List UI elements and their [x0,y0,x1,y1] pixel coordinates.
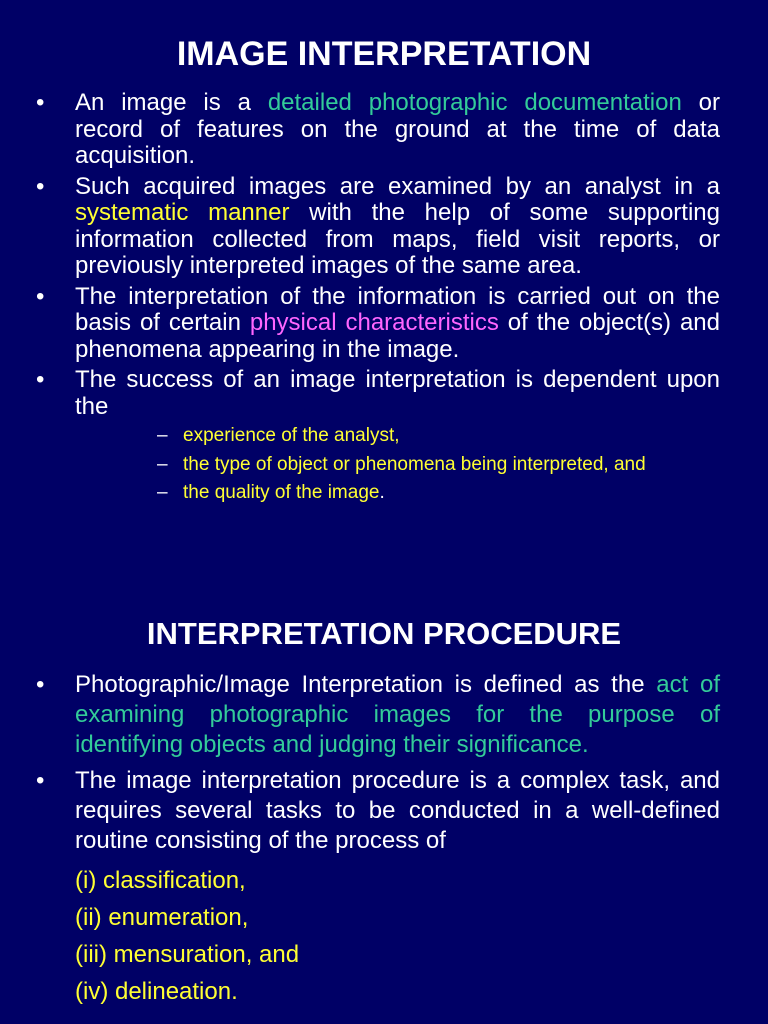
sub-bullet-list [75,422,720,508]
slide-title: INTERPRETATION PROCEDURE [146,616,622,651]
sub-bullet-text: the quality of the image [183,482,380,503]
bullet-item [0,174,768,280]
bullet-text: or record of features on the ground at the time of data acquisition. [75,89,721,169]
sub-bullet-item [75,479,720,508]
bullet-item [0,90,768,170]
bullet-text: Such acquired images are examined by an analyst in a [75,172,720,200]
bullet-item [0,670,768,760]
process-item: (iv) delineation. [75,978,238,1005]
process-item: (i) classification, [75,867,246,894]
bullet-list [0,670,768,856]
process-item: (ii) enumeration, [75,904,249,931]
sub-bullet-item [75,451,720,480]
sub-bullet-item [75,422,720,451]
bullet-text: An image is a [75,89,268,116]
bullet-text: Photographic/Image Interpretation is defined as the [75,671,657,698]
bullet-text: of the object(s) and phenomena appearing in the image. [75,309,720,363]
bullet-text: with the help of some supporting information collected from maps, field visit reports, or previously interpreted images of the same area. [75,199,720,279]
process-item: (iii) mensuration, and [75,941,300,968]
highlight-text: detailed photographic documentation [267,89,682,116]
slide-image-interpretation [0,0,768,508]
slide-title: IMAGE INTERPRETATION [176,35,592,73]
highlight-text: act of examining photographic images for the purpose of identifying objects and judging their significance. [75,671,721,758]
bullet-item [0,766,768,856]
slide-interpretation-procedure [0,612,768,1010]
process-list [0,862,768,1010]
sub-bullet-text: experience of the analyst, [183,425,400,446]
bullet-item [0,284,768,364]
bullet-text: The success of an image interpretation is dependent upon the [75,366,720,420]
sub-bullet-text: the type of object or phenomena being interpreted, and [183,453,646,475]
bullet-text: The image interpretation procedure is a complex task, and requires several tasks to be conducted in a well-defined routine consisting of the process of [75,767,720,854]
bullet-item [0,367,768,508]
sub-bullet-tail: . [379,482,385,503]
highlight-text: systematic manner [75,199,290,226]
highlight-text: physical characteristics [249,309,499,336]
bullet-list [0,90,768,508]
bullet-text: The interpretation of the information is carried out on the basis of certain [75,282,720,336]
